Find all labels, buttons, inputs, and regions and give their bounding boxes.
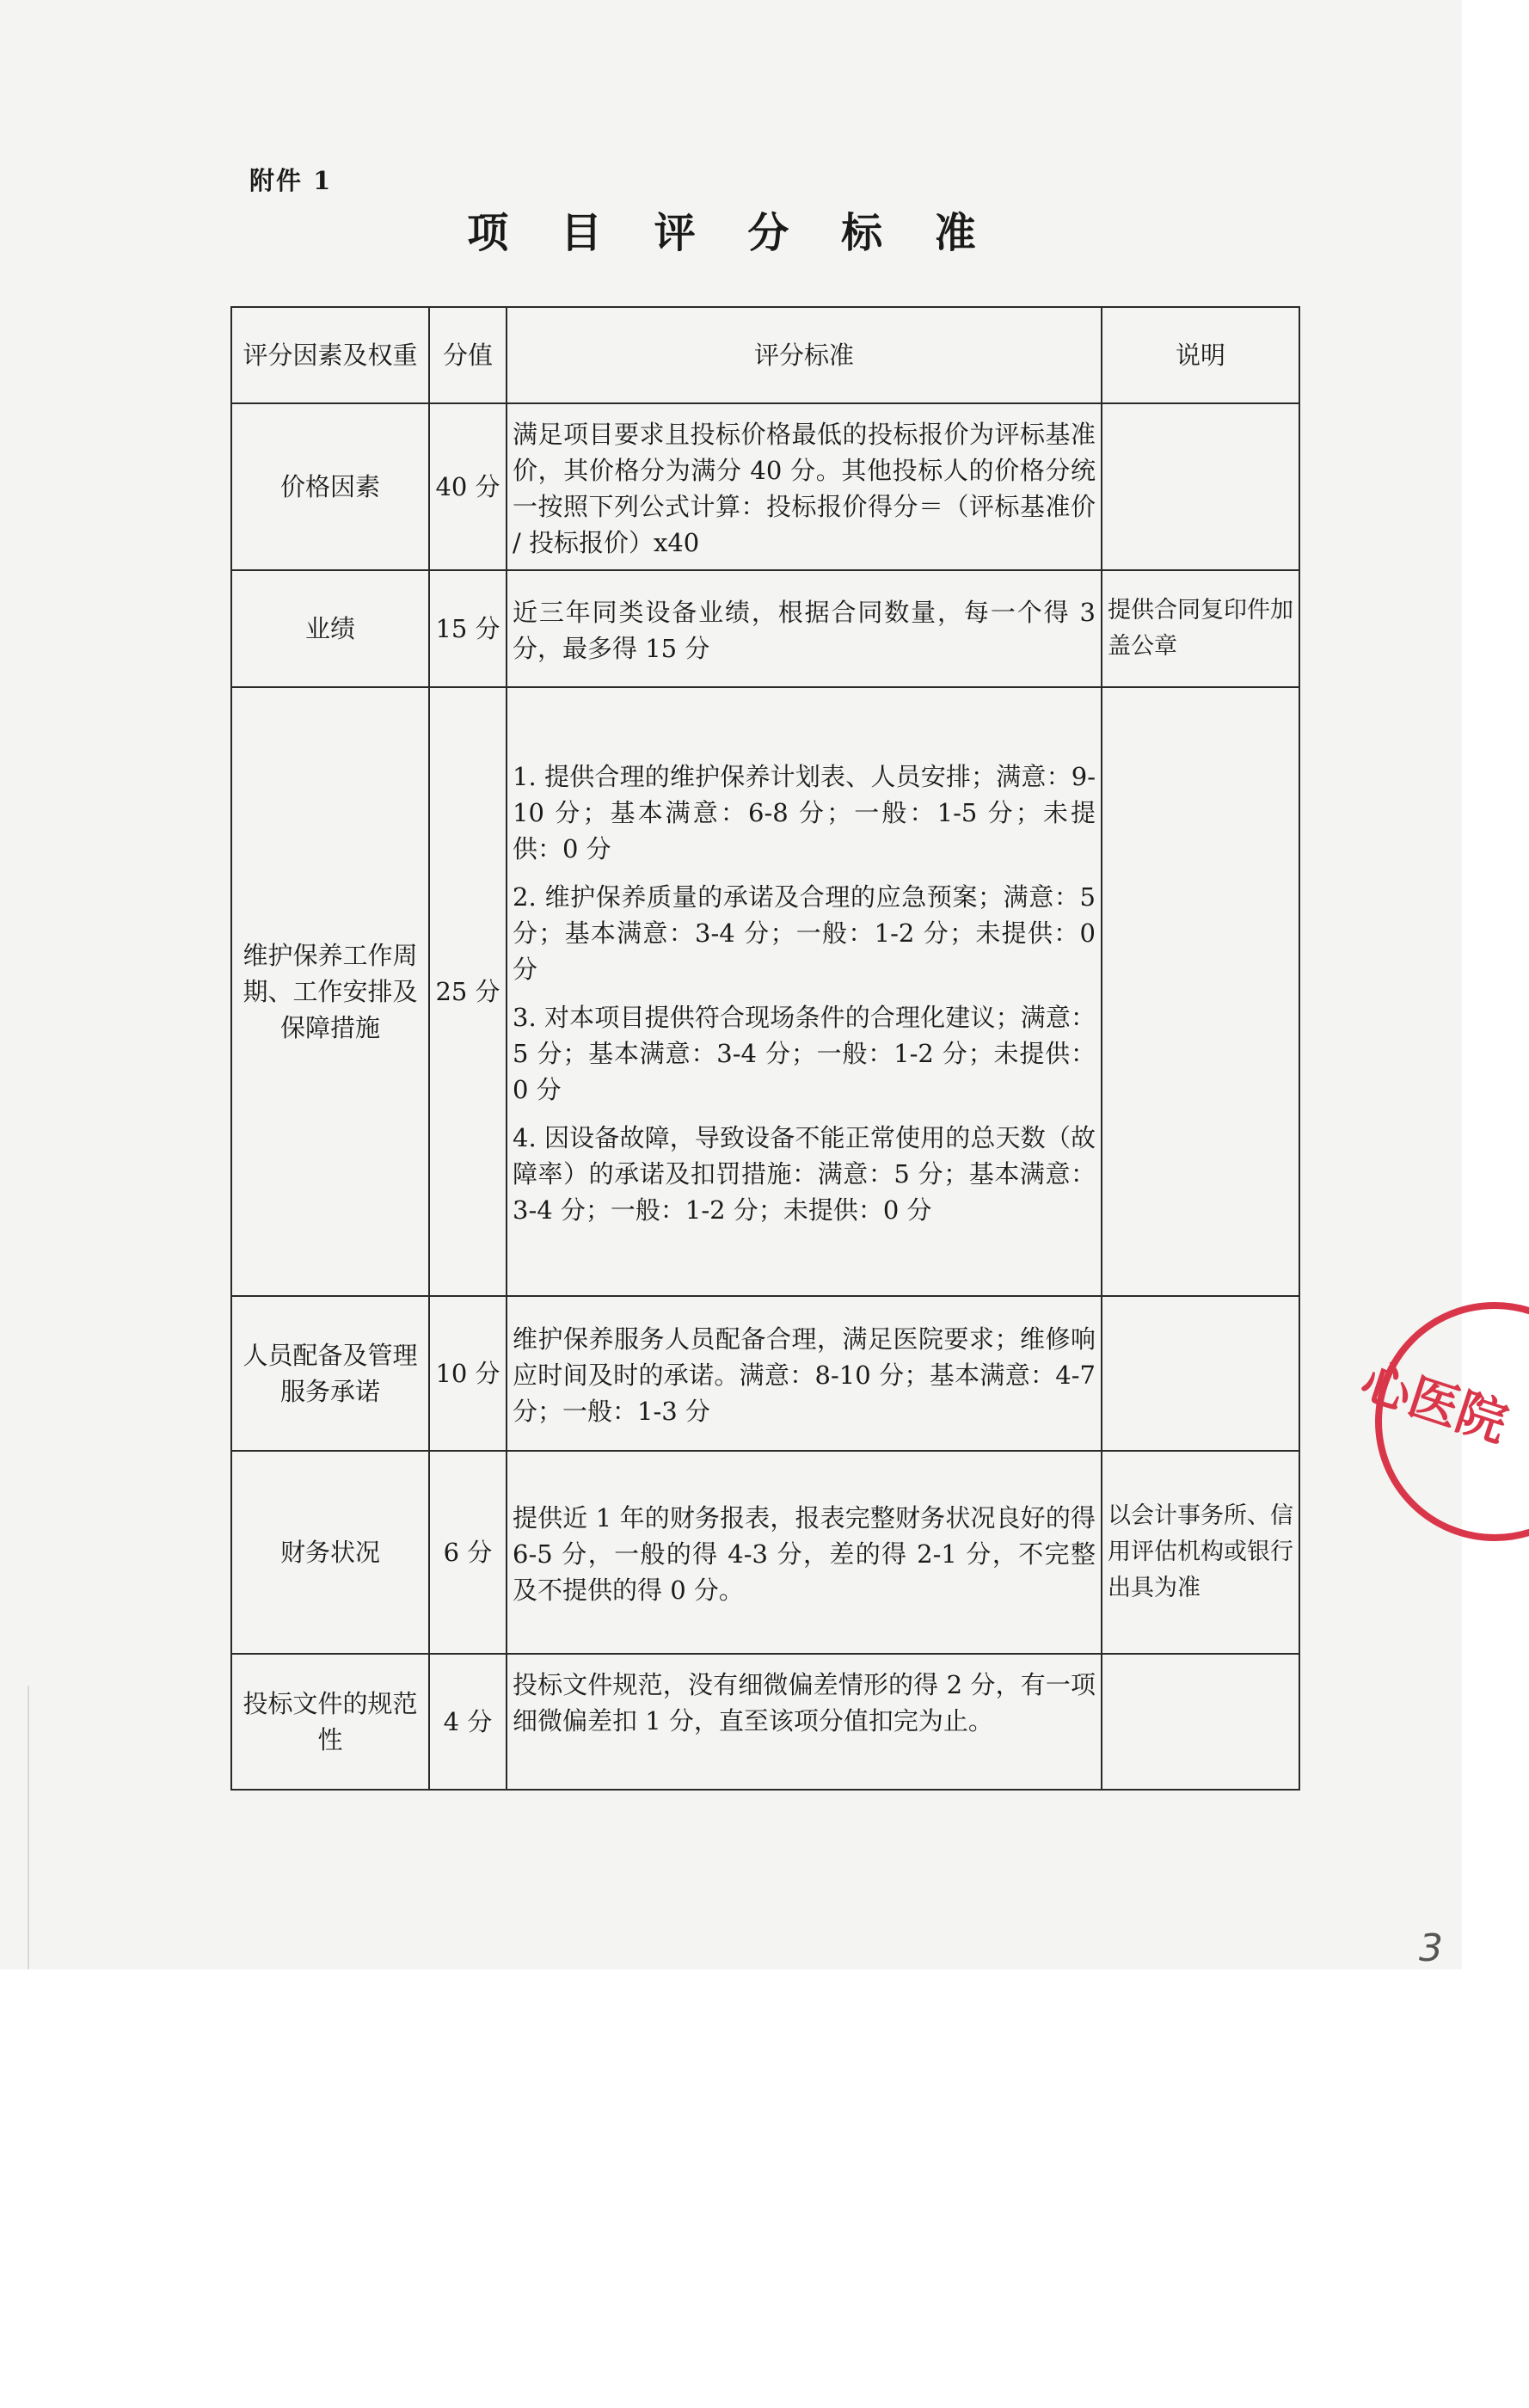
row-criteria <box>507 687 1102 1296</box>
criteria-item: 维护保养服务人员配备合理，满足医院要求；维修响应时间及时的承诺。满意：8-10 分；基本满意：4-7 分；一般：1-3 分 <box>513 1324 1096 1426</box>
criteria-item: 满足项目要求且投标价格最低的投标报价为评标基准价，其价格分为满分 40 分。其他投标人的价格分统一按照下列公式计算：投标报价得分＝（评标基准价 / 投标报价）x40 <box>513 420 1096 557</box>
header-score: 分值 <box>429 307 507 403</box>
table-row <box>231 1654 1299 1790</box>
scoring-table <box>230 306 1300 1791</box>
row-criteria <box>507 570 1102 687</box>
header-note: 说明 <box>1102 307 1299 403</box>
row-factor: 业绩 <box>231 570 429 687</box>
table-row <box>231 570 1299 687</box>
criteria-item: 2. 维护保养质量的承诺及合理的应急预案；满意：5 分；基本满意：3-4 分；一般：1-2 分；未提供：0 分 <box>513 882 1096 984</box>
row-criteria <box>507 1296 1102 1451</box>
table-row <box>231 1451 1299 1654</box>
attachment-label: 附件 1 <box>249 166 333 195</box>
header-factor: 评分因素及权重 <box>231 307 429 403</box>
criteria-item: 4. 因设备故障，导致设备不能正常使用的总天数（故障率）的承诺及扣罚措施：满意：5 分；基本满意：3-4 分；一般：1-2 分；未提供：0 分 <box>513 1123 1096 1225</box>
seal-text: 心医院 <box>1354 1351 1515 1453</box>
table-row <box>231 687 1299 1296</box>
criteria-item: 投标文件规范，没有细微偏差情形的得 2 分，有一项细微偏差扣 1 分，直至该项分值扣完为止。 <box>513 1670 1096 1735</box>
row-criteria <box>507 1451 1102 1654</box>
row-note <box>1102 687 1299 1296</box>
row-score: 6 分 <box>429 1451 507 1654</box>
table-row <box>231 403 1299 570</box>
row-factor: 投标文件的规范性 <box>231 1654 429 1790</box>
row-score: 10 分 <box>429 1296 507 1451</box>
table-row <box>231 1296 1299 1451</box>
row-note <box>1102 1654 1299 1790</box>
criteria-item: 1. 提供合理的维护保养计划表、人员安排；满意：9-10 分；基本满意：6-8 分；一般：1-5 分；未提供：0 分 <box>513 762 1096 863</box>
criteria-item: 近三年同类设备业绩，根据合同数量，每一个得 3 分，最多得 15 分 <box>513 598 1096 663</box>
criteria-item: 提供近 1 年的财务报表，报表完整财务状况良好的得 6-5 分，一般的得 4-3 分，差的得 2-1 分，不完整及不提供的得 0 分。 <box>513 1503 1096 1605</box>
row-score: 15 分 <box>429 570 507 687</box>
row-factor: 财务状况 <box>231 1451 429 1654</box>
scan-edge-line <box>28 1686 29 1969</box>
row-score: 25 分 <box>429 687 507 1296</box>
row-criteria <box>507 403 1102 570</box>
row-factor: 维护保养工作周期、工作安排及保障措施 <box>231 687 429 1296</box>
row-score: 40 分 <box>429 403 507 570</box>
row-note: 以会计事务所、信用评估机构或银行出具为准 <box>1102 1451 1299 1654</box>
row-note <box>1102 1296 1299 1451</box>
row-factor: 价格因素 <box>231 403 429 570</box>
row-factor: 人员配备及管理服务承诺 <box>231 1296 429 1451</box>
page-number: 3 <box>1419 1926 1443 1970</box>
row-score: 4 分 <box>429 1654 507 1790</box>
table-header-row <box>231 307 1299 403</box>
header-criteria: 评分标准 <box>507 307 1102 403</box>
row-note: 提供合同复印件加盖公章 <box>1102 570 1299 687</box>
row-criteria <box>507 1654 1102 1790</box>
criteria-item: 3. 对本项目提供符合现场条件的合理化建议；满意：5 分；基本满意：3-4 分；一般：1-2 分；未提供：0 分 <box>513 1003 1096 1104</box>
page-title: 项 目 评 分 标 准 <box>467 209 995 257</box>
row-note <box>1102 403 1299 570</box>
